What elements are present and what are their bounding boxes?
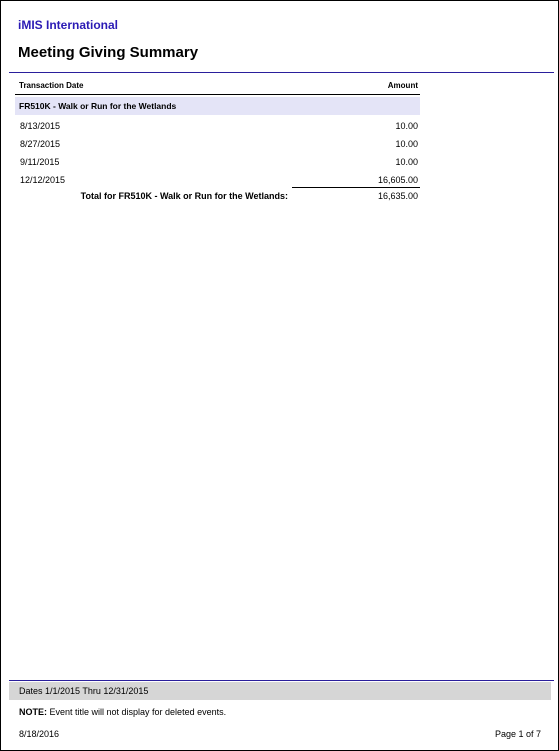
group-total-label: Total for FR510K - Walk or Run for the Wetlands:: [80, 191, 288, 201]
transaction-amount: 16,605.00: [377, 175, 418, 185]
footer-divider: [9, 680, 554, 681]
organization-name: iMIS International: [18, 18, 119, 32]
group-label: FR510K - Walk or Run for the Wetlands: [19, 101, 177, 111]
table-row: [15, 135, 420, 153]
transaction-date: 9/11/2015: [20, 157, 60, 167]
transaction-amount: 10.00: [395, 139, 418, 149]
note-text: Event title will not display for deleted events.: [47, 707, 227, 717]
footer-note: [19, 707, 226, 717]
date-range-bar: [9, 682, 551, 700]
transaction-date: 8/13/2015: [20, 121, 61, 131]
column-headers: [15, 76, 420, 95]
note-label: NOTE:: [19, 707, 47, 717]
page-number: Page 1 of 7: [494, 729, 541, 739]
group-header: [15, 97, 420, 115]
table-row: [15, 117, 420, 135]
print-date: 8/18/2016: [19, 729, 60, 739]
transaction-amount: 10.00: [395, 121, 418, 131]
transaction-date: 12/12/2015: [20, 175, 66, 185]
table-row: [15, 153, 420, 171]
amount-header: Amount: [387, 81, 418, 90]
subtotal-rule: [292, 187, 420, 188]
group-total-amount: 16,635.00: [377, 191, 418, 201]
transaction-date: 8/27/2015: [20, 139, 61, 149]
group-total-row: [15, 189, 420, 205]
transaction-amount: 10.00: [395, 157, 418, 167]
transaction-date-header: Transaction Date: [19, 81, 84, 90]
report-title: Meeting Giving Summary: [18, 44, 199, 61]
header-divider: [9, 72, 554, 73]
transaction-list: [15, 117, 420, 189]
date-range-text: Dates 1/1/2015 Thru 12/31/2015: [19, 686, 149, 696]
